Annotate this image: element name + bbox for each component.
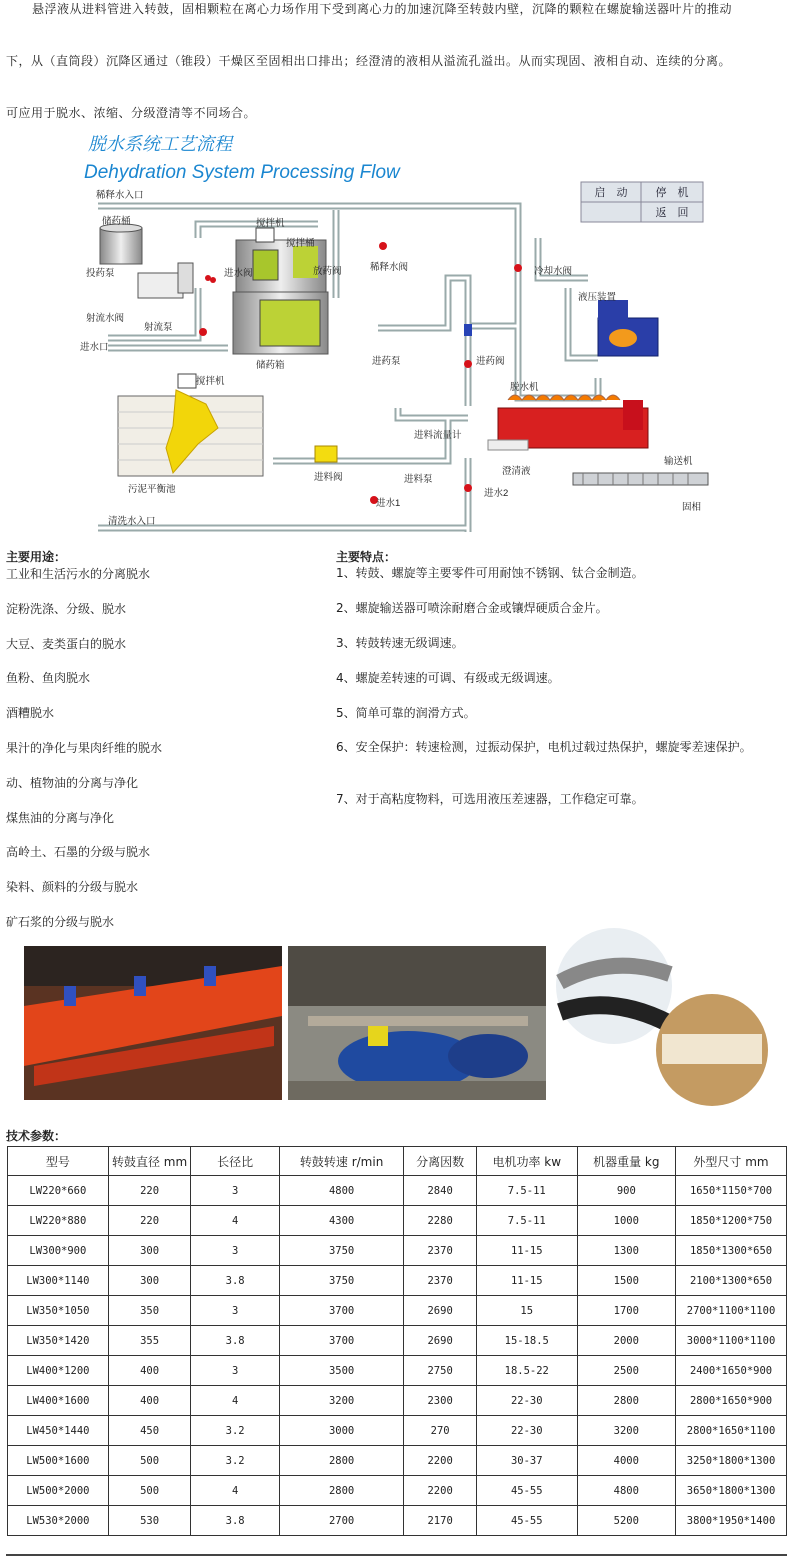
table-row: [8, 1386, 787, 1416]
inline-flow-marker: [464, 324, 472, 336]
table-cell: 270: [404, 1416, 477, 1446]
table-cell: 4000: [577, 1446, 676, 1476]
table-row: [8, 1356, 787, 1386]
table-cell: 2000: [577, 1326, 676, 1356]
use-item: 酒糟脱水: [6, 706, 55, 721]
table-cell: 355: [108, 1326, 191, 1356]
table-cell: LW500*2000: [8, 1476, 109, 1506]
label-cool-valve: 冷却水阀: [534, 266, 573, 277]
table-cell: 2800: [577, 1386, 676, 1416]
use-item: 果汁的净化与果肉纤维的脱水: [6, 741, 163, 755]
use-item: 动、植物油的分离与净化: [6, 775, 139, 790]
specs-column-header: 长径比: [191, 1147, 280, 1176]
use-item: 大豆、麦类蛋白的脱水: [6, 636, 127, 651]
label-dosing-tank: 储药桶: [102, 216, 131, 227]
intro-line-2: 下，从（直筒段）沉降区通过（锥段）干燥区至固相出口排出；经澄清的液相从溢流孔溢出。从而实现固、液相自动、连续的分离。: [6, 54, 732, 68]
flow-title-cn: 脱水系统工艺流程: [88, 134, 232, 154]
svg-text:返 回: 返 回: [655, 206, 689, 219]
specs-column-header: 转鼓直径 mm: [108, 1147, 191, 1176]
table-cell: 2300: [404, 1386, 477, 1416]
table-cell: LW220*660: [8, 1176, 109, 1206]
specs-column-header: 机器重量 kg: [577, 1147, 676, 1176]
table-cell: 1300: [577, 1236, 676, 1266]
specs-body: [8, 1176, 787, 1536]
flow-title-en: Dehydration System Processing Flow: [84, 162, 400, 183]
table-cell: 3800*1950*1400: [676, 1506, 787, 1536]
product-photo-screw-and-tank: [552, 934, 777, 1106]
table-cell: 3200: [577, 1416, 676, 1446]
table-cell: 900: [577, 1176, 676, 1206]
table-cell: 3: [191, 1176, 280, 1206]
table-cell: LW300*900: [8, 1236, 109, 1266]
table-cell: 5200: [577, 1506, 676, 1536]
table-cell: 3.8: [191, 1326, 280, 1356]
use-item: 鱼粉、鱼肉脱水: [6, 671, 91, 686]
table-cell: 2800*1650*900: [676, 1386, 787, 1416]
table-cell: LW500*1600: [8, 1446, 109, 1476]
table-cell: LW450*1440: [8, 1416, 109, 1446]
table-row: [8, 1416, 787, 1446]
table-cell: 3250*1800*1300: [676, 1446, 787, 1476]
table-cell: 7.5-11: [476, 1176, 577, 1206]
table-cell: LW400*1200: [8, 1356, 109, 1386]
svg-text:停 机: 停 机: [655, 186, 689, 199]
dosing-drum: [100, 224, 142, 264]
specs-table: [7, 1146, 787, 1536]
table-cell: 4800: [279, 1176, 403, 1206]
label-feed-valve-dose: 进药阀: [476, 356, 505, 367]
label-feed-flowmeter: 进料流量计: [414, 430, 462, 441]
sludge-tank: [118, 374, 263, 476]
table-cell: 500: [108, 1476, 191, 1506]
table-cell: LW220*880: [8, 1206, 109, 1236]
label-clean-inlet: 清洗水入口: [108, 516, 156, 527]
table-cell: 2280: [404, 1206, 477, 1236]
table-cell: 45-55: [476, 1506, 577, 1536]
screw-conveyor: [573, 473, 708, 485]
label-conveyor: 输送机: [664, 456, 693, 467]
table-row: [8, 1236, 787, 1266]
table-cell: LW300*1140: [8, 1266, 109, 1296]
label-dose-valve: 放药阀: [313, 266, 342, 277]
table-cell: 2500: [577, 1356, 676, 1386]
feature-item: 5、简单可靠的润滑方式。: [336, 706, 476, 720]
table-cell: 2170: [404, 1506, 477, 1536]
table-cell: 3.2: [191, 1416, 280, 1446]
label-dilution-valve: 稀释水阀: [370, 262, 409, 273]
centrifuge: [488, 395, 648, 450]
table-cell: 1700: [577, 1296, 676, 1326]
specs-column-header: 分离因数: [404, 1147, 477, 1176]
intro-line-1: 悬浮液从进料管进入转鼓，固相颗粒在离心力场作用下受到离心力的加速沉降至转鼓内壁，沉降的颗粒在螺旋输送器叶片的推动: [32, 2, 733, 16]
bottom-divider: [6, 1554, 787, 1556]
table-cell: 3000: [279, 1416, 403, 1446]
uses-heading: 主要用途：: [6, 550, 67, 564]
use-item: 矿石浆的分级与脱水: [6, 915, 115, 929]
table-cell: 2200: [404, 1446, 477, 1476]
specs-header-row: [8, 1147, 787, 1176]
table-cell: 1850*1300*650: [676, 1236, 787, 1266]
table-cell: 300: [108, 1236, 191, 1266]
factory-photo-blue-centrifuges: [288, 946, 546, 1100]
table-cell: 4: [191, 1476, 280, 1506]
table-cell: 2200: [404, 1476, 477, 1506]
table-cell: 22-30: [476, 1386, 577, 1416]
table-row: [8, 1446, 787, 1476]
table-cell: 4: [191, 1206, 280, 1236]
table-cell: 4: [191, 1386, 280, 1416]
table-cell: 11-15: [476, 1266, 577, 1296]
svg-text:启 动: 启 动: [594, 186, 628, 199]
use-item: 淀粉洗涤、分级、脱水: [6, 601, 127, 616]
table-cell: 450: [108, 1416, 191, 1446]
label-clarified: 澄清液: [502, 466, 531, 477]
label-feed-pump-dose: 进药泵: [372, 356, 401, 367]
specs-heading: 技术参数：: [6, 1129, 67, 1143]
table-cell: LW350*1420: [8, 1326, 109, 1356]
stop-button[interactable]: [641, 182, 703, 202]
table-cell: 4800: [577, 1476, 676, 1506]
use-item: 工业和生活污水的分离脱水: [6, 567, 151, 581]
feature-item: 3、转鼓转速无级调速。: [336, 636, 464, 650]
label-storage-tank: 储药箱: [256, 360, 285, 371]
table-cell: 22-30: [476, 1416, 577, 1446]
table-cell: 3: [191, 1296, 280, 1326]
blank-panel-cell: [581, 202, 641, 222]
table-row: [8, 1476, 787, 1506]
table-cell: 3.8: [191, 1506, 280, 1536]
storage-tank: [233, 292, 328, 354]
table-cell: 3: [191, 1236, 280, 1266]
table-cell: 3: [191, 1356, 280, 1386]
table-cell: 2370: [404, 1266, 477, 1296]
specs-column-header: 转鼓转速 r/min: [279, 1147, 403, 1176]
table-cell: 300: [108, 1266, 191, 1296]
start-button[interactable]: [581, 182, 641, 202]
table-cell: 2690: [404, 1326, 477, 1356]
table-cell: 1850*1200*750: [676, 1206, 787, 1236]
table-cell: 2400*1650*900: [676, 1356, 787, 1386]
label-jet-valve: 射流水阀: [86, 313, 125, 324]
table-cell: LW350*1050: [8, 1296, 109, 1326]
label-mixing-tank: 搅拌桶: [286, 238, 315, 249]
table-cell: 350: [108, 1296, 191, 1326]
table-cell: 3500: [279, 1356, 403, 1386]
jet-pump: [138, 263, 193, 298]
feature-item: 7、对于高粘度物料，可选用液压差速器，工作稳定可靠。: [336, 792, 644, 806]
table-row: [8, 1506, 787, 1536]
table-row: [8, 1176, 787, 1206]
table-cell: 2800: [279, 1476, 403, 1506]
table-cell: 3700: [279, 1296, 403, 1326]
table-cell: 1000: [577, 1206, 676, 1236]
table-cell: 3200: [279, 1386, 403, 1416]
table-cell: 2690: [404, 1296, 477, 1326]
table-cell: LW400*1600: [8, 1386, 109, 1416]
label-solids: 固相: [682, 502, 702, 513]
table-cell: 15: [476, 1296, 577, 1326]
table-row: [8, 1296, 787, 1326]
label-water-inlet: 进水口: [80, 342, 109, 353]
specs-column-header: 型号: [8, 1147, 109, 1176]
feature-item: 2、螺旋输送器可喷涂耐磨合金或镶焊硬质合金片。: [336, 601, 608, 615]
hydraulic-unit: [598, 300, 658, 356]
table-cell: 2840: [404, 1176, 477, 1206]
feed-valve[interactable]: [315, 446, 337, 462]
label-jet-pump: 射流泵: [144, 322, 173, 333]
label-mixer-2: 搅拌机: [196, 376, 225, 387]
feature-item: 1、转鼓、螺旋等主要零件可用耐蚀不锈钢、钛合金制造。: [336, 566, 644, 580]
features-heading: 主要特点：: [336, 550, 397, 564]
label-valve-in: 进水阀: [224, 268, 253, 279]
table-cell: 11-15: [476, 1236, 577, 1266]
table-row: [8, 1266, 787, 1296]
back-button[interactable]: [641, 202, 703, 222]
label-mixer-1: 搅拌机: [256, 218, 285, 229]
table-cell: 2100*1300*650: [676, 1266, 787, 1296]
table-cell: 3700: [279, 1326, 403, 1356]
label-sludge-tank: 污泥平衡池: [128, 484, 176, 495]
table-cell: 3000*1100*1100: [676, 1326, 787, 1356]
table-cell: 2700*1100*1100: [676, 1296, 787, 1326]
specs-column-header: 电机功率 kw: [476, 1147, 577, 1176]
table-row: [8, 1326, 787, 1356]
table-cell: 220: [108, 1206, 191, 1236]
table-cell: 2800: [279, 1446, 403, 1476]
table-cell: 400: [108, 1356, 191, 1386]
table-cell: 3650*1800*1300: [676, 1476, 787, 1506]
label-feed-valve: 进料阀: [314, 472, 343, 483]
table-cell: 7.5-11: [476, 1206, 577, 1236]
label-centrifuge: 脱水机: [510, 382, 539, 393]
table-cell: 45-55: [476, 1476, 577, 1506]
table-cell: 220: [108, 1176, 191, 1206]
table-cell: 530: [108, 1506, 191, 1536]
feature-item: 6、安全保护：转速检测，过振动保护，电机过载过热保护，螺旋零差速保护。: [336, 740, 752, 754]
table-cell: 400: [108, 1386, 191, 1416]
label-water-1: 进水1: [376, 498, 401, 509]
table-cell: 18.5-22: [476, 1356, 577, 1386]
label-dilution-inlet: 稀释水入口: [96, 190, 144, 201]
table-cell: 2800*1650*1100: [676, 1416, 787, 1446]
table-cell: 500: [108, 1446, 191, 1476]
table-cell: 3.8: [191, 1266, 280, 1296]
table-cell: 1500: [577, 1266, 676, 1296]
table-row: [8, 1206, 787, 1236]
factory-photo-red-centrifuges: [24, 946, 282, 1100]
table-cell: 1650*1150*700: [676, 1176, 787, 1206]
use-item: 染料、颜料的分级与脱水: [6, 880, 139, 895]
label-feed-pump: 进料泵: [404, 474, 433, 485]
label-hydraulic: 液压装置: [578, 292, 617, 303]
use-item: 煤焦油的分离与净化: [6, 810, 115, 825]
label-dose-pump: 投药泵: [86, 268, 115, 279]
table-cell: 3750: [279, 1236, 403, 1266]
process-flow-diagram: [78, 128, 708, 527]
table-cell: 2700: [279, 1506, 403, 1536]
table-cell: 30-37: [476, 1446, 577, 1476]
feature-item: 4、螺旋差转速的可调、有级或无级调速。: [336, 671, 560, 685]
specs-column-header: 外型尺寸 mm: [676, 1147, 787, 1176]
intro-line-3: 可应用于脱水、浓缩、分级澄清等不同场合。: [6, 106, 257, 120]
label-water-2: 进水2: [484, 488, 509, 499]
table-cell: 2370: [404, 1236, 477, 1266]
table-cell: 3750: [279, 1266, 403, 1296]
use-item: 高岭土、石墨的分级与脱水: [6, 845, 151, 860]
table-cell: 3.2: [191, 1446, 280, 1476]
table-cell: 15-18.5: [476, 1326, 577, 1356]
table-cell: 4300: [279, 1206, 403, 1236]
table-cell: 2750: [404, 1356, 477, 1386]
intro-paragraph: [6, 0, 781, 18]
table-cell: LW530*2000: [8, 1506, 109, 1536]
